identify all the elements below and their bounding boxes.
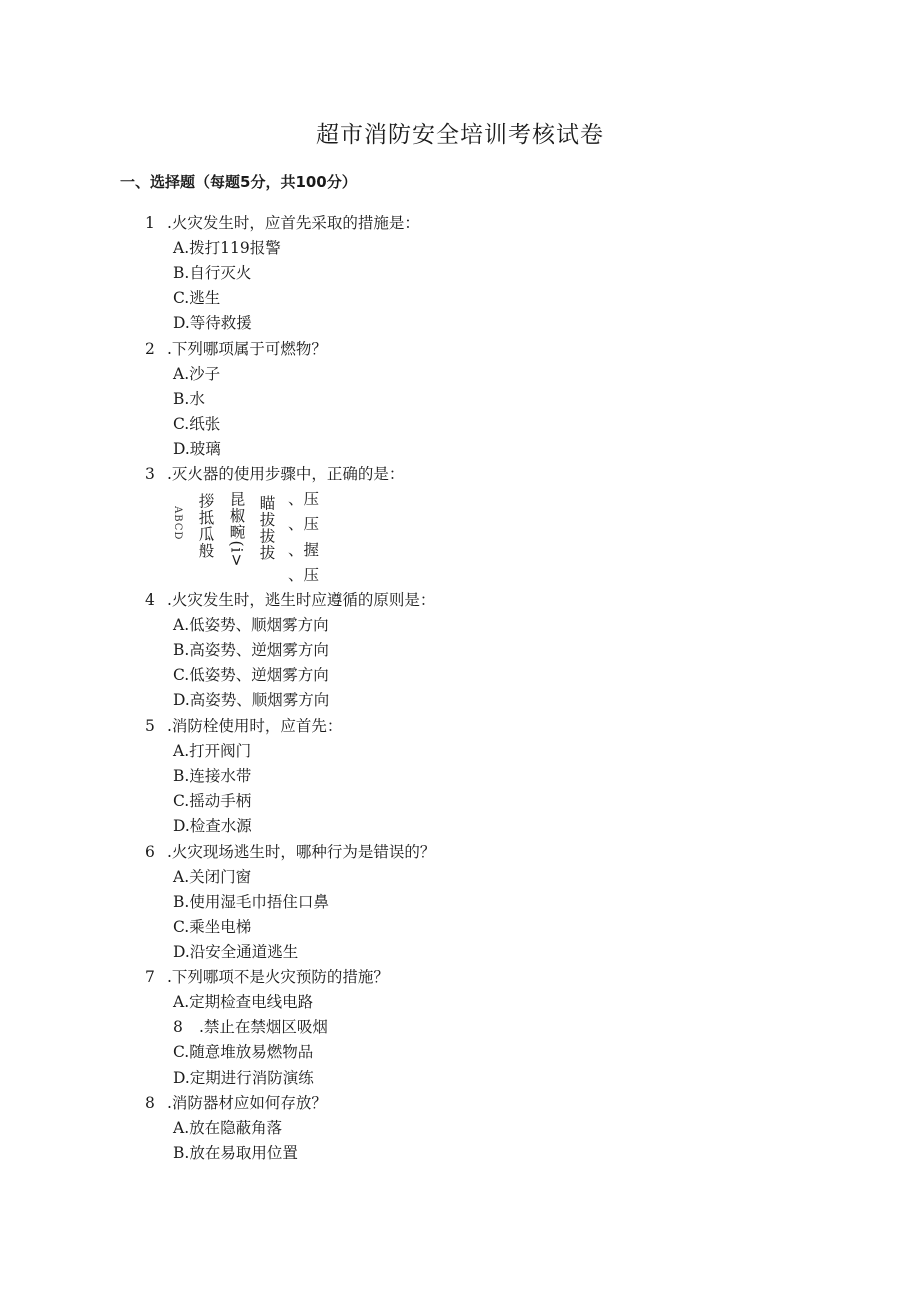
question-6 — [145, 840, 435, 862]
option: D.等待救援 — [173, 314, 252, 332]
question-number: 2 — [145, 340, 155, 358]
question-number: 1 — [145, 214, 155, 232]
question-text: .火灾发生时，应首先采取的措施是： — [167, 214, 420, 232]
page-title: 超市消防安全培训考核试卷 — [316, 122, 604, 148]
question-7 — [145, 965, 389, 987]
garbled-option-letters: ABCD — [172, 506, 183, 541]
option: A.低姿势、顺烟雾方向 — [173, 616, 329, 634]
option: A.定期检查电线电路 — [173, 993, 314, 1011]
option-text: .禁止在禁烟区吸烟 — [199, 1018, 328, 1036]
garbled-column: 拶抵瓜般 — [196, 493, 215, 559]
option: B.自行灭火 — [173, 264, 252, 282]
question-5 — [145, 714, 342, 736]
option: D.定期进行消防演练 — [173, 1069, 314, 1087]
question-number: 5 — [145, 717, 155, 735]
option: C.低姿势、逆烟雾方向 — [173, 666, 329, 684]
option: D.检查水源 — [173, 817, 252, 835]
question-4 — [145, 588, 435, 610]
question-3 — [145, 462, 404, 484]
option: A.沙子 — [173, 365, 221, 383]
option: D.高姿势、顺烟雾方向 — [173, 691, 330, 709]
option: C.乘坐电梯 — [173, 918, 252, 936]
garbled-fragment: 、握 — [288, 541, 320, 559]
garbled-column: 瞄拔拔拔 — [257, 495, 276, 561]
option: D.玻璃 — [173, 440, 221, 458]
section-heading: 一、选择题（每题5分，共100分） — [120, 173, 357, 191]
question-text: .下列哪项不是火灾预防的措施？ — [167, 968, 389, 986]
question-number: 4 — [145, 591, 155, 609]
option: C.随意堆放易燃物品 — [173, 1043, 314, 1061]
question-text: .消防栓使用时，应首先： — [167, 717, 343, 735]
garbled-column: 昆椒畹(i> — [227, 491, 246, 568]
question-text: .火灾现场逃生时，哪种行为是错误的？ — [167, 843, 436, 861]
question-text: .灭火器的使用步骤中，正确的是： — [167, 465, 405, 483]
question-text: .消防器材应如何存放？ — [167, 1094, 327, 1112]
option: D.沿安全通道逃生 — [173, 943, 299, 961]
question-number: 7 — [145, 968, 155, 986]
option: B.放在易取用位置 — [173, 1144, 298, 1162]
question-text: .下列哪项属于可燃物？ — [167, 340, 327, 358]
option: C.摇动手柄 — [173, 792, 252, 810]
question-number: 6 — [145, 843, 155, 861]
option: C.逃生 — [173, 289, 221, 307]
option-number: 8 — [173, 1018, 183, 1036]
option: A.打开阀门 — [173, 742, 252, 760]
question-text: .火灾发生时，逃生时应遵循的原则是： — [167, 591, 436, 609]
option: B.水 — [173, 390, 205, 408]
option: B.高姿势、逆烟雾方向 — [173, 641, 329, 659]
garbled-fragment: 、压 — [288, 490, 320, 508]
question-number: 3 — [145, 465, 155, 483]
question-1 — [145, 211, 420, 233]
option: B.使用湿毛巾捂住口鼻 — [173, 893, 329, 911]
question-2 — [145, 337, 327, 359]
question-number: 8 — [145, 1094, 155, 1112]
garbled-fragment: 、压 — [288, 515, 320, 533]
option: A.放在隐蔽角落 — [173, 1119, 283, 1137]
option: C.纸张 — [173, 415, 221, 433]
question-8 — [145, 1091, 327, 1113]
option-misnumbered — [173, 1015, 328, 1037]
option: A.拨打119报警 — [173, 239, 281, 257]
option: A.关闭门窗 — [173, 868, 252, 886]
garbled-fragment: 、压 — [288, 566, 320, 584]
option: B.连接水带 — [173, 767, 252, 785]
